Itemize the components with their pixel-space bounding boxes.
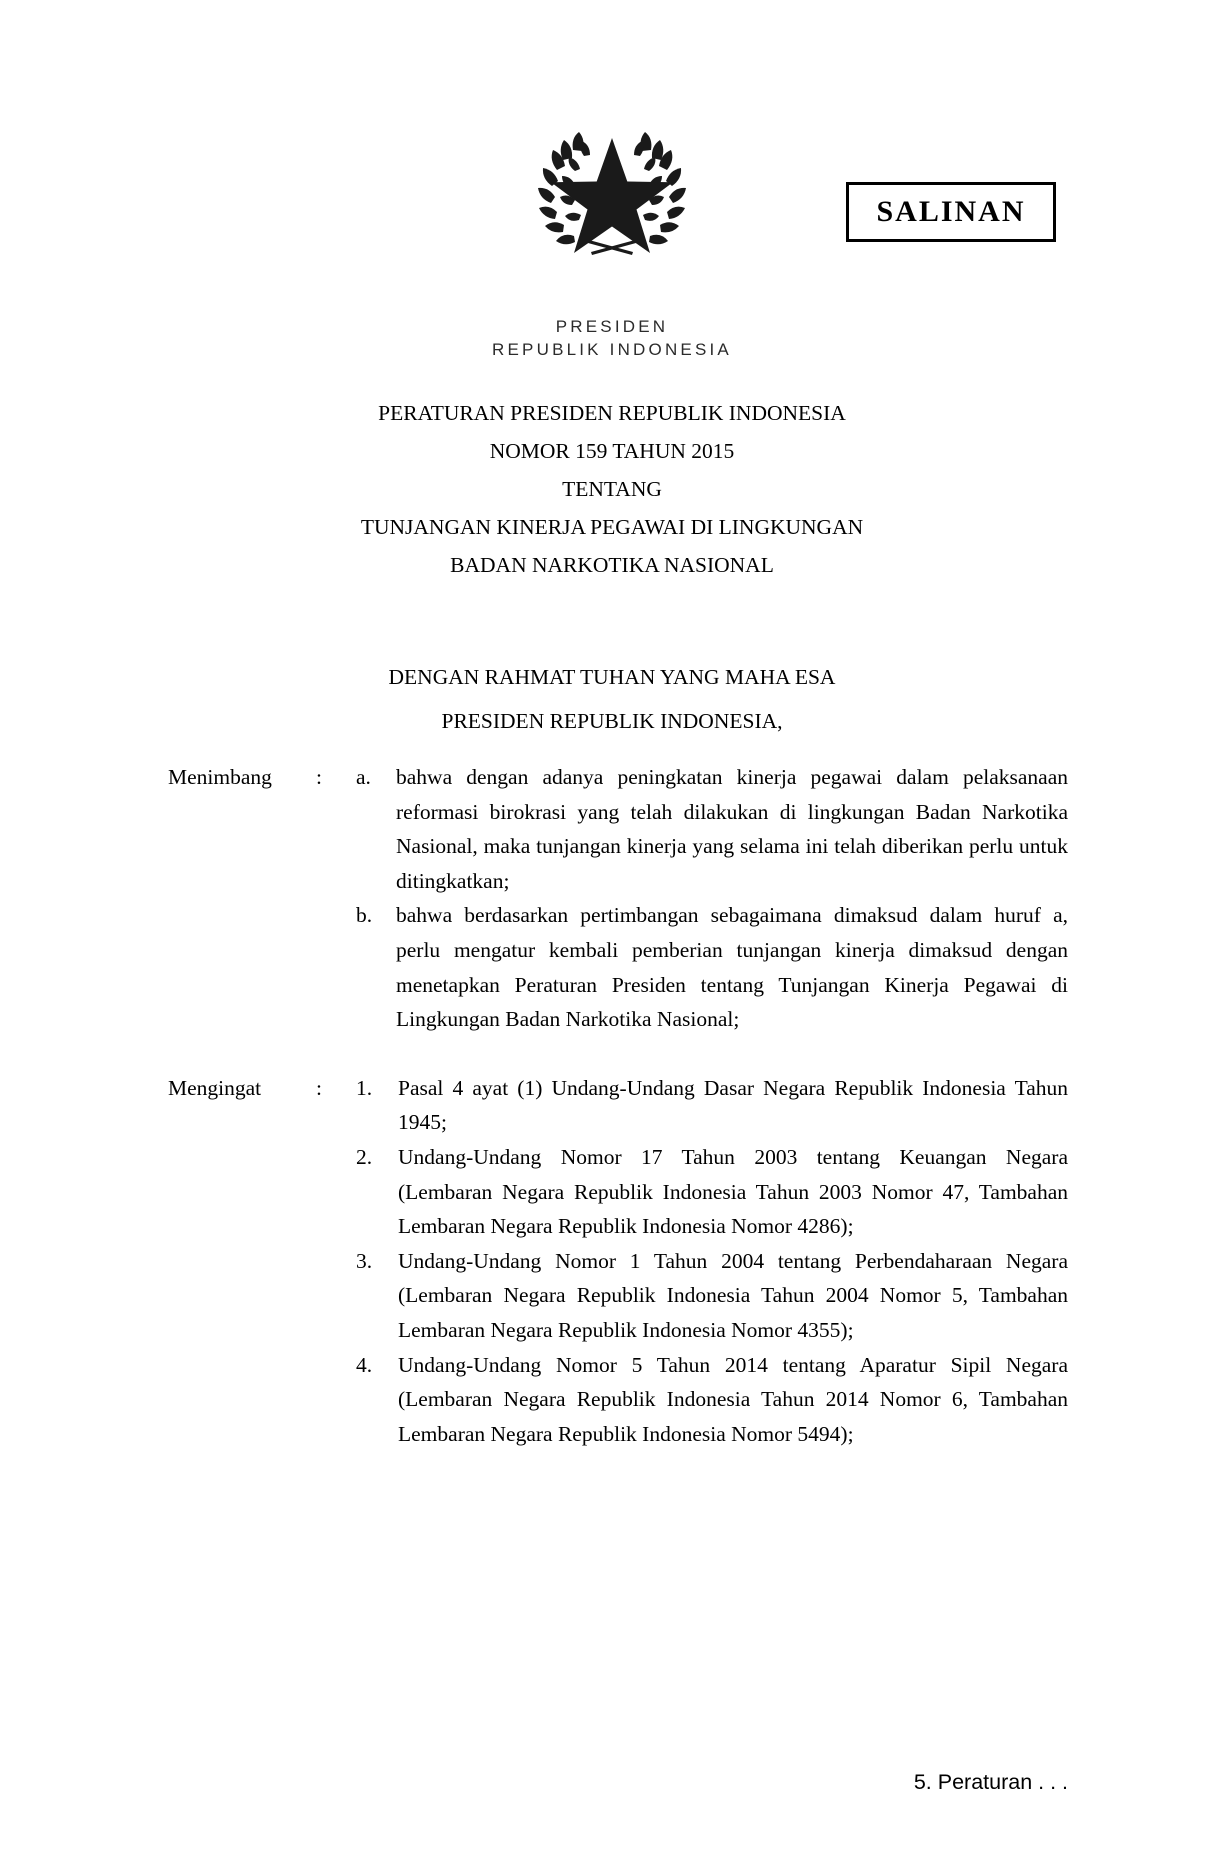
item-text: Undang-Undang Nomor 1 Tahun 2004 tentang Perbendaharaan Negara (Lembaran Negara Republik Indonesia Tahun 2004 Nomor 5, Tambahan Lembaran Negara Republik Indonesia Nomor 4355); bbox=[398, 1248, 1068, 1342]
document-body bbox=[168, 760, 1068, 1451]
item-text: bahwa dengan adanya peningkatan kinerja pegawai dalam pelaksanaan reformasi birokrasi yang telah dilakukan di lingkungan Badan Narkotika Nasional, maka tunjangan kinerja yang selama ini telah diberikan perlu untuk ditingkatkan; bbox=[396, 765, 1068, 893]
title-line-4: TUNJANGAN KINERJA PEGAWAI DI LINGKUNGAN bbox=[360, 515, 864, 539]
item-marker: b. bbox=[356, 903, 373, 928]
salinan-stamp bbox=[846, 182, 1056, 242]
item-marker: 3. bbox=[356, 1248, 373, 1273]
title-line-5: BADAN NARKOTIKA NASIONAL bbox=[450, 553, 774, 577]
list-item bbox=[356, 898, 1068, 1036]
title-line-1: PERATURAN PRESIDEN REPUBLIK INDONESIA bbox=[378, 401, 846, 425]
item-text: Pasal 4 ayat (1) Undang-Undang Dasar Negara Republik Indonesia Tahun 1945; bbox=[398, 1075, 1068, 1135]
clause-items-menimbang bbox=[356, 760, 1068, 1037]
opening-line-2: PRESIDEN REPUBLIK INDONESIA, bbox=[441, 709, 783, 733]
salinan-stamp-label: SALINAN bbox=[876, 195, 1026, 228]
list-item bbox=[356, 1071, 1068, 1140]
item-text: Undang-Undang Nomor 17 Tahun 2003 tentang Keuangan Negara (Lembaran Negara Republik Indonesia Tahun 2003 Nomor 47, Tambahan Lembaran Negara Republik Indonesia Nomor 4286); bbox=[398, 1144, 1068, 1239]
caption-line-1: PRESIDEN bbox=[555, 317, 669, 336]
item-marker: 4. bbox=[356, 1352, 373, 1377]
clause-spacer bbox=[168, 1037, 1068, 1071]
title-line-3: TENTANG bbox=[562, 477, 662, 501]
title-line-2: NOMOR 159 TAHUN 2015 bbox=[489, 439, 735, 463]
opening-invocation bbox=[0, 655, 1224, 743]
page-continuation-note: 5. Peraturan . . . bbox=[913, 1770, 1068, 1794]
clause-colon-menimbang: : bbox=[316, 765, 322, 789]
clause-items-mengingat bbox=[356, 1071, 1068, 1452]
item-marker: 2. bbox=[356, 1144, 373, 1169]
list-item bbox=[356, 760, 1068, 898]
clause-label-mengingat: Mengingat bbox=[168, 1075, 262, 1100]
list-item bbox=[356, 1244, 1068, 1348]
page-title bbox=[0, 394, 1224, 584]
clause-label-menimbang: Menimbang bbox=[168, 765, 272, 789]
item-marker: a. bbox=[356, 765, 371, 789]
clause-menimbang bbox=[168, 760, 1068, 1037]
item-marker: 1. bbox=[356, 1075, 373, 1100]
list-item bbox=[356, 1140, 1068, 1244]
list-item bbox=[356, 1348, 1068, 1452]
item-text: bahwa berdasarkan pertimbangan sebagaimana dimaksud dalam huruf a, perlu mengatur kembali pemberian tunjangan kinerja dimaksud dengan menetapkan Peraturan Presiden tentang Tunjangan Kinerja Pegawai di Lingkungan Badan Narkotika Nasional; bbox=[396, 903, 1068, 1032]
caption-line-2: REPUBLIK INDONESIA bbox=[492, 339, 732, 359]
garuda-star-wreath-icon bbox=[527, 108, 697, 258]
clause-mengingat bbox=[168, 1071, 1068, 1452]
presiden-republik-indonesia-caption bbox=[0, 316, 1224, 362]
item-text: Undang-Undang Nomor 5 Tahun 2014 tentang Aparatur Sipil Negara (Lembaran Negara Republik Indonesia Tahun 2014 Nomor 6, Tambahan Lembaran Negara Republik Indonesia Nomor 5494); bbox=[398, 1352, 1068, 1446]
opening-line-1: DENGAN RAHMAT TUHAN YANG MAHA ESA bbox=[388, 665, 836, 689]
clause-colon-mengingat: : bbox=[316, 1075, 322, 1100]
